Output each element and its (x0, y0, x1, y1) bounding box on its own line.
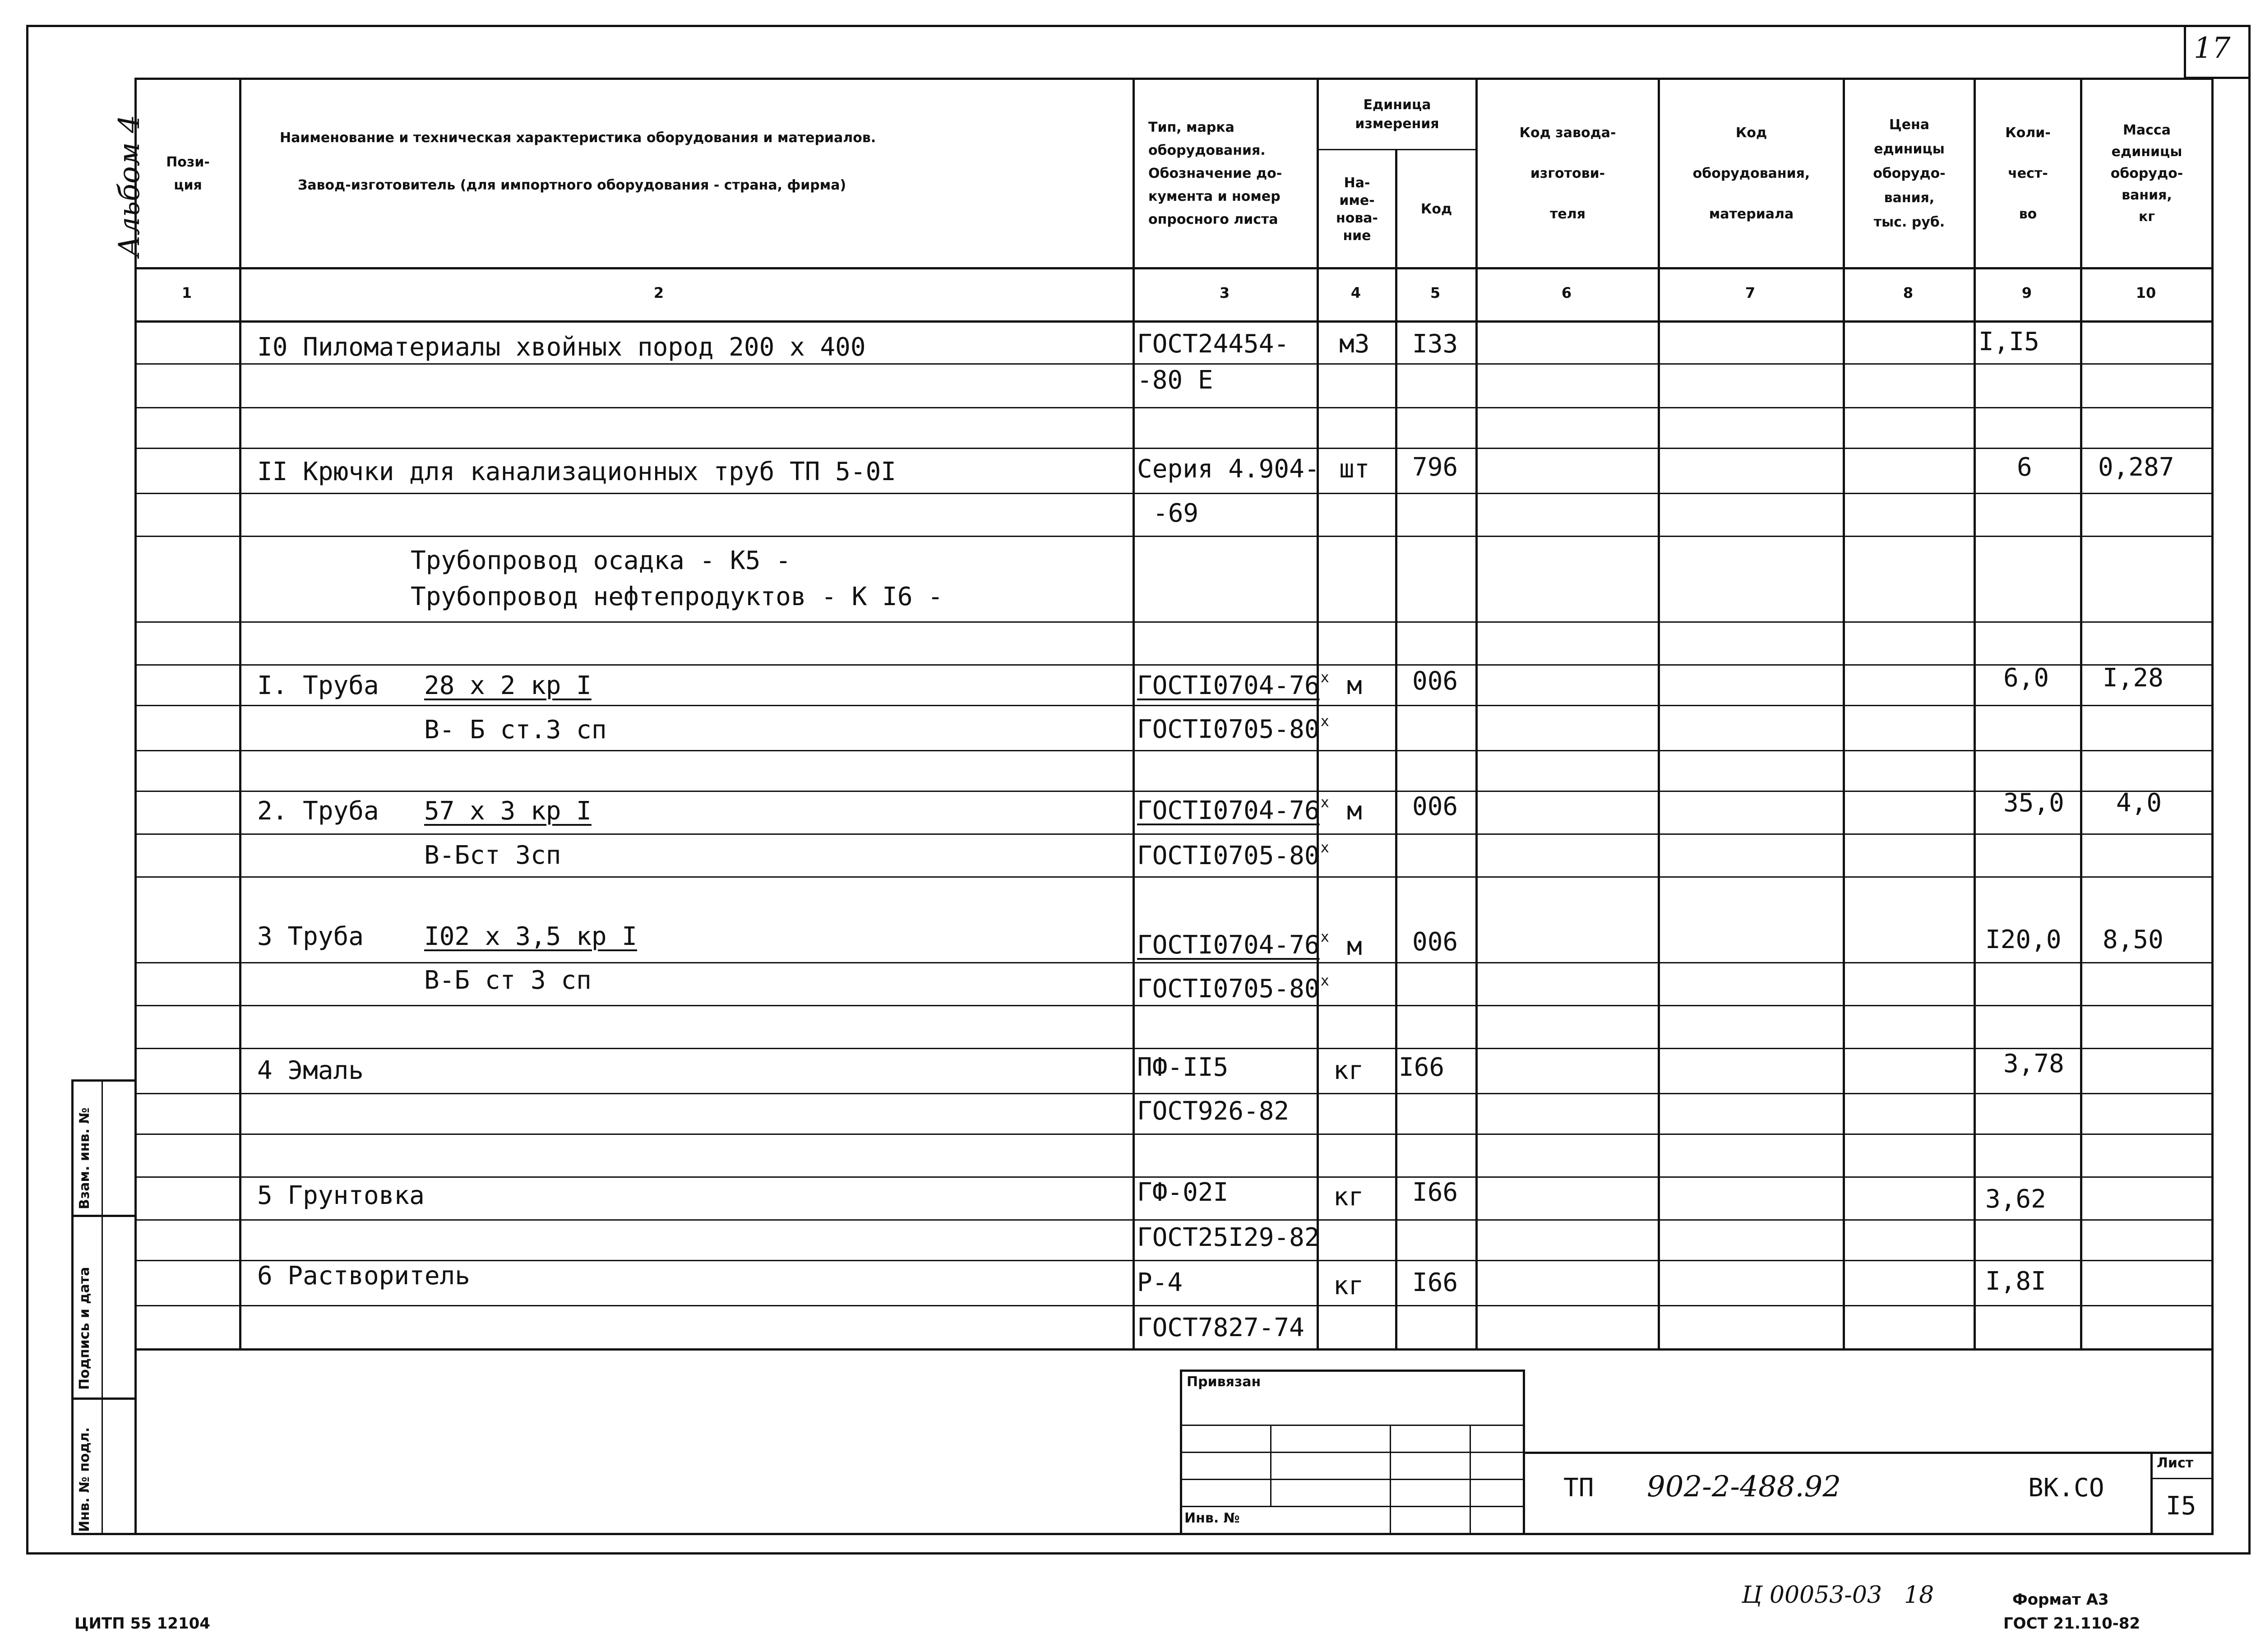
item-doc: Серия 4.904- (1137, 454, 1320, 484)
column-number: 8 (1903, 284, 1914, 301)
format-label: Формат А3 (2012, 1591, 2109, 1609)
cross-mark: x (1320, 928, 1329, 945)
header-unit-code: Код (1420, 201, 1452, 217)
item-doc: ГОСТI0705-80 (1137, 715, 1320, 744)
item-unit-code: 006 (1412, 927, 1458, 957)
column-number: 4 (1350, 284, 1361, 301)
cross-mark: x (1320, 972, 1329, 989)
item-spec: 28 х 2 кр I (424, 671, 592, 700)
item-unit: м (1347, 671, 1362, 700)
col-divider-4 (1395, 149, 1397, 1350)
item-qty: I,I5 (1979, 327, 2039, 356)
header-quantity: Коли- чест- во (2005, 125, 2051, 222)
doc-section: ВК.СО (2028, 1473, 2104, 1503)
column-number: 2 (653, 284, 664, 301)
item-doc: ГОСТ926-82 (1137, 1097, 1290, 1126)
table-right-border (2211, 78, 2214, 1535)
item-position: 2. Труба (257, 796, 379, 826)
gost-standard: ГОСТ 21.110-82 (2003, 1615, 2140, 1633)
row-line (134, 448, 2214, 449)
item-mass: 0,287 (2098, 453, 2174, 482)
item-doc-cell (1137, 930, 1329, 958)
header-price: Цена единицы оборудо- вания, тыс. руб. (1873, 116, 1946, 230)
section-caption: Трубопровод нефтепродуктов - К I6 - (411, 582, 943, 611)
row-line (134, 1134, 2214, 1135)
item-doc: ГОСТI0704-76 (1137, 796, 1320, 825)
item-doc: ГОСТ25I29-82 (1137, 1223, 1320, 1252)
item-qty: I20,0 (1985, 925, 2062, 954)
item-spec: 57 х 3 кр I (424, 796, 592, 826)
row-line (134, 536, 2214, 537)
row-line (134, 833, 2214, 835)
item-position: I. Труба (257, 671, 379, 700)
item-unit: м (1347, 932, 1362, 961)
row-line (134, 962, 2214, 963)
item-doc-cell (1137, 714, 1329, 742)
col-divider-1 (239, 78, 241, 1350)
item-name: I0 Пиломатериалы хвойных пород 200 х 400 (257, 333, 866, 362)
column-number: 5 (1430, 284, 1441, 301)
bound-col-line (1470, 1425, 1471, 1535)
sheet-number: I5 (2166, 1491, 2196, 1521)
item-name: 5 Грунтовка (257, 1181, 425, 1210)
column-number: 6 (1561, 284, 1572, 301)
item-doc: Р-4 (1137, 1268, 1183, 1297)
item-unit-code: I66 (1399, 1053, 1445, 1082)
item-unit-code: I66 (1412, 1268, 1458, 1297)
side-stamp-divider (71, 1215, 137, 1217)
item-unit-code: I33 (1412, 329, 1458, 359)
header-manufacturer-code: Код завода- изготови- теля (1519, 125, 1616, 222)
left-code: ЦИТП 55 12104 (74, 1615, 210, 1633)
item-mass: 4,0 (2116, 788, 2162, 818)
column-number: 1 (181, 284, 192, 301)
col-divider-7 (1843, 78, 1845, 1350)
item-doc-cell (1137, 973, 1329, 1002)
item-spec: В- Б ст.3 сп (424, 715, 607, 745)
header-equipment-code: Код оборудования, материала (1692, 125, 1810, 222)
item-qty: I,8I (1985, 1267, 2046, 1296)
colnum-bottom-border (134, 320, 2214, 323)
column-number: 10 (2136, 284, 2156, 301)
row-line (134, 876, 2214, 878)
side-stamp-divider (102, 1079, 103, 1535)
item-doc-cell (1137, 795, 1329, 824)
item-doc: -80 Е (1137, 366, 1213, 395)
cross-mark: x (1320, 713, 1329, 730)
header-bottom-border (134, 267, 2214, 269)
col-divider-6 (1658, 78, 1660, 1350)
item-doc: ГОСТ24454- (1137, 329, 1290, 359)
item-unit: кг (1333, 1182, 1364, 1212)
header-name-line2: Завод-изготовитель (для импортного оборудования - страна, фирма) (298, 177, 846, 193)
bound-col-line (1390, 1425, 1391, 1535)
item-doc: ПФ-II5 (1137, 1053, 1229, 1082)
column-number: 3 (1219, 284, 1230, 301)
item-unit: м3 (1339, 329, 1370, 359)
archive-page: 18 (1904, 1582, 1934, 1609)
side-stamp-signature-date: Подпись и дата (77, 1267, 92, 1390)
item-doc: ГОСТI0704-76 (1137, 930, 1320, 960)
sheet-label: Лист (2157, 1455, 2194, 1471)
side-stamp-original-inv: Инв. № подл. (77, 1427, 92, 1532)
sheet-box-divider (2150, 1478, 2214, 1479)
item-qty: 3,78 (2003, 1049, 2064, 1078)
row-line (134, 750, 2214, 751)
item-qty: 3,62 (1985, 1185, 2046, 1214)
column-number: 9 (2021, 284, 2032, 301)
row-line (134, 1219, 2214, 1221)
row-line (134, 621, 2214, 623)
item-spec: I02 х 3,5 кр I (424, 922, 638, 951)
row-line (134, 664, 2214, 666)
item-name: 4 Эмаль (257, 1056, 364, 1085)
col-divider-8 (1974, 78, 1976, 1350)
bound-row-line (1180, 1452, 1525, 1453)
inv-label: Инв. № (1184, 1510, 1240, 1526)
item-spec: В-Б ст 3 сп (424, 966, 592, 995)
item-qty: 6 (2017, 453, 2032, 482)
row-line (134, 363, 2214, 365)
cross-mark: x (1320, 669, 1329, 686)
doc-prefix: ТП (1563, 1473, 1594, 1503)
item-name: II Крючки для канализационных труб ТП 5-0I (257, 457, 897, 486)
column-number: 7 (1745, 284, 1756, 301)
header-type: Тип, марка оборудования. Обозначение до- кумента и номер опросного листа (1148, 120, 1282, 227)
item-name: 6 Растворитель (257, 1261, 471, 1291)
item-spec: В-Бст 3сп (424, 841, 561, 870)
page-number: 17 (2194, 32, 2231, 65)
header-unit-group: Единица измерения (1355, 97, 1439, 132)
section-caption: Трубопровод осадка - К5 - (411, 546, 791, 575)
col-divider-9 (2080, 78, 2082, 1350)
album-label: Альбом 4 (113, 115, 146, 257)
bound-label: Привязан (1187, 1374, 1261, 1390)
item-unit: м (1347, 796, 1362, 826)
item-unit: шт (1339, 454, 1370, 484)
bound-col-line (1270, 1425, 1271, 1506)
item-doc: ГОСТI0705-80 (1137, 974, 1320, 1004)
row-line (134, 1305, 2214, 1306)
item-position: 3 Труба (257, 922, 364, 951)
table-bottom-border (134, 1348, 2214, 1351)
item-doc: ГОСТI0704-76 (1137, 671, 1320, 700)
row-line (134, 791, 2214, 792)
side-stamp-divider (71, 1397, 137, 1400)
col-divider-5 (1475, 78, 1478, 1350)
row-line (134, 1093, 2214, 1094)
bound-row-line (1180, 1506, 1525, 1507)
item-unit-code: 006 (1412, 792, 1458, 821)
cross-mark: x (1320, 794, 1329, 811)
row-line (134, 493, 2214, 494)
doc-block-top (1523, 1452, 2214, 1454)
item-unit: кг (1333, 1271, 1364, 1300)
item-doc: -69 (1153, 499, 1199, 528)
bound-row-line (1180, 1479, 1525, 1480)
bound-row-line (1180, 1425, 1525, 1426)
item-doc: ГОСТ7827-74 (1137, 1313, 1304, 1342)
item-unit-code: 006 (1412, 666, 1458, 696)
row-line (134, 1048, 2214, 1049)
header-name-line1: Наименование и техническая характеристика оборудования и материалов. (280, 130, 876, 146)
item-qty: 6,0 (2003, 663, 2049, 693)
item-doc: ГФ-02I (1137, 1178, 1229, 1207)
header-unit-name: На- име- нова- ние (1336, 175, 1378, 244)
item-mass: 8,50 (2103, 925, 2164, 954)
header-position: Пози- ция (166, 154, 210, 193)
item-doc-cell (1137, 840, 1329, 869)
item-mass: I,28 (2103, 663, 2164, 693)
cross-mark: x (1320, 839, 1329, 856)
doc-code: 902-2-488.92 (1647, 1470, 1841, 1504)
title-block-bottom (71, 1533, 2214, 1535)
item-doc-cell (1137, 670, 1329, 699)
row-line (134, 407, 2214, 408)
row-line (134, 705, 2214, 706)
item-unit-code: I66 (1412, 1178, 1458, 1207)
item-doc: ГОСТI0705-80 (1137, 841, 1320, 870)
item-qty: 35,0 (2003, 788, 2064, 818)
col-divider-2 (1133, 78, 1135, 1350)
side-stamp-replaced-inv: Взам. инв. № (77, 1107, 92, 1209)
item-unit-code: 796 (1412, 453, 1458, 482)
row-line (134, 1005, 2214, 1006)
header-mass: Масса единицы оборудо- вания, кг (2110, 122, 2183, 225)
item-unit: кг (1333, 1056, 1364, 1085)
archive-code: Ц 00053-03 (1742, 1582, 1882, 1609)
